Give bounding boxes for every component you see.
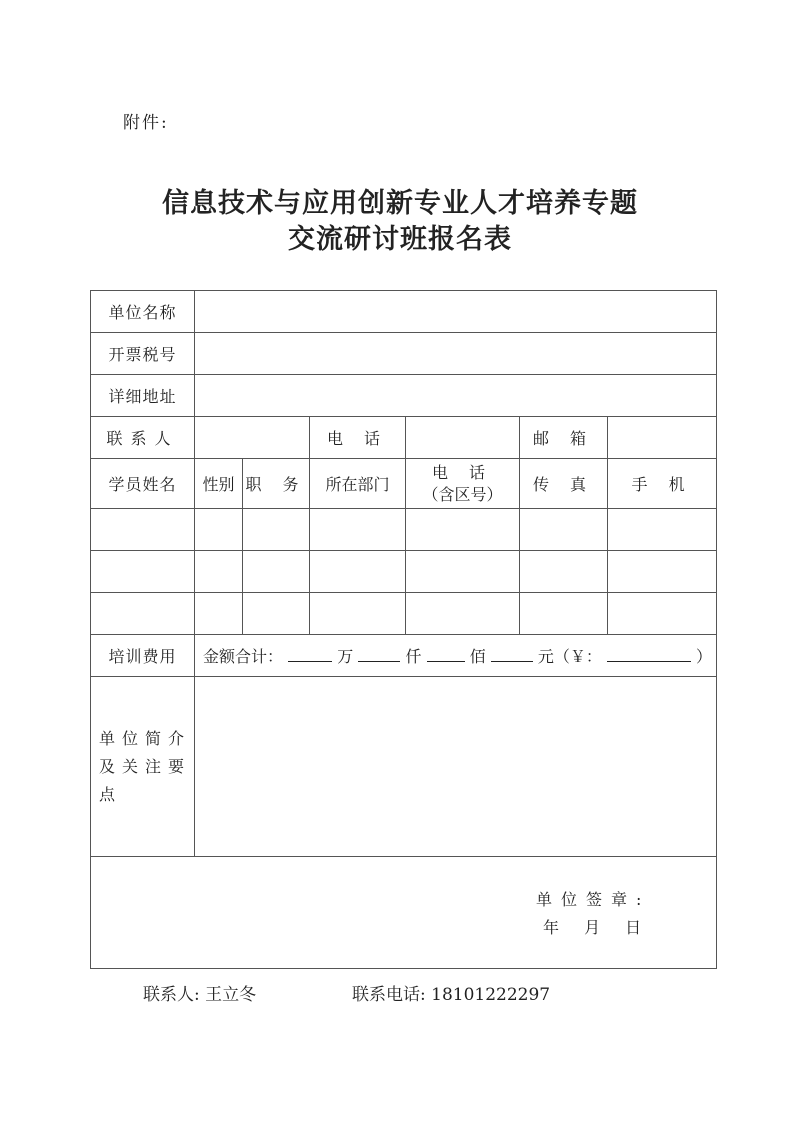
email-field[interactable] xyxy=(608,417,717,459)
student-position-cell[interactable] xyxy=(243,593,310,635)
student-mobile-cell[interactable] xyxy=(608,509,717,551)
tax-id-label: 开票税号 xyxy=(91,333,195,375)
fee-total-blank[interactable] xyxy=(607,647,691,662)
header-position: 职 务 xyxy=(243,459,310,509)
fee-wan-blank[interactable] xyxy=(288,647,332,662)
phone-field[interactable] xyxy=(406,417,520,459)
org-name-field[interactable] xyxy=(195,291,717,333)
fee-label: 培训费用 xyxy=(91,635,195,677)
header-fax: 传 真 xyxy=(520,459,608,509)
fee-qian-blank[interactable] xyxy=(358,647,400,662)
student-gender-cell[interactable] xyxy=(195,509,243,551)
attachment-label: 附件: xyxy=(123,113,169,133)
signature-area xyxy=(91,857,717,969)
footer-contact-name: 王立冬 xyxy=(205,985,257,1005)
footer-phone-number: 18101222297 xyxy=(431,985,551,1005)
fee-yuan-blank[interactable] xyxy=(491,647,533,662)
phone-label: 电 话 xyxy=(310,417,406,459)
date-label: 年 月 日 xyxy=(543,918,642,937)
header-mobile: 手 机 xyxy=(608,459,717,509)
footer-contact xyxy=(143,980,256,1005)
org-name-label: 单位名称 xyxy=(91,291,195,333)
student-name-cell[interactable] xyxy=(91,509,195,551)
fee-bai-blank[interactable] xyxy=(427,647,465,662)
student-phone-cell[interactable] xyxy=(406,593,520,635)
table-row xyxy=(91,551,717,593)
footer-phone-label: 联系电话: xyxy=(352,985,426,1005)
header-department: 所在部门 xyxy=(310,459,406,509)
student-name-cell[interactable] xyxy=(91,593,195,635)
student-phone-cell[interactable] xyxy=(406,551,520,593)
intro-field[interactable] xyxy=(195,677,717,857)
header-gender: 性别 xyxy=(195,459,243,509)
title-line-1: 信息技术与应用创新专业人才培养专题 xyxy=(162,188,638,219)
contact-label: 联系人 xyxy=(91,417,195,459)
fee-wan: 万 xyxy=(337,647,354,666)
student-department-cell[interactable] xyxy=(310,593,406,635)
fee-bai: 佰 xyxy=(469,647,486,666)
student-department-cell[interactable] xyxy=(310,551,406,593)
header-phone xyxy=(406,459,520,509)
header-phone-line2: （含区号） xyxy=(422,484,503,504)
intro-label: 单位简介及关注要点 xyxy=(91,677,195,857)
table-row xyxy=(91,509,717,551)
contact-field[interactable] xyxy=(195,417,310,459)
tax-id-field[interactable] xyxy=(195,333,717,375)
header-name: 学员姓名 xyxy=(91,459,195,509)
student-fax-cell[interactable] xyxy=(520,551,608,593)
student-fax-cell[interactable] xyxy=(520,593,608,635)
fee-yuan: 元（￥： xyxy=(537,647,602,666)
student-phone-cell[interactable] xyxy=(406,509,520,551)
student-department-cell[interactable] xyxy=(310,509,406,551)
address-field[interactable] xyxy=(195,375,717,417)
fee-qian: 仟 xyxy=(405,647,422,666)
header-phone-line1: 电 话 xyxy=(431,462,494,482)
fee-amount xyxy=(195,635,717,677)
title-line-2: 交流研讨班报名表 xyxy=(288,224,512,255)
fee-prefix: 金额合计： xyxy=(203,647,284,666)
student-mobile-cell[interactable] xyxy=(608,551,717,593)
address-label: 详细地址 xyxy=(91,375,195,417)
student-mobile-cell[interactable] xyxy=(608,593,717,635)
student-position-cell[interactable] xyxy=(243,551,310,593)
student-fax-cell[interactable] xyxy=(520,509,608,551)
footer-contact-label: 联系人: xyxy=(143,985,200,1005)
seal-label: 单位签章: xyxy=(536,890,651,909)
student-position-cell[interactable] xyxy=(243,509,310,551)
student-gender-cell[interactable] xyxy=(195,593,243,635)
student-name-cell[interactable] xyxy=(91,551,195,593)
fee-close: ） xyxy=(696,647,713,666)
student-gender-cell[interactable] xyxy=(195,551,243,593)
page-title xyxy=(0,186,800,258)
email-label: 邮 箱 xyxy=(520,417,608,459)
footer-phone xyxy=(352,980,550,1005)
table-row xyxy=(91,593,717,635)
registration-form xyxy=(90,290,717,969)
